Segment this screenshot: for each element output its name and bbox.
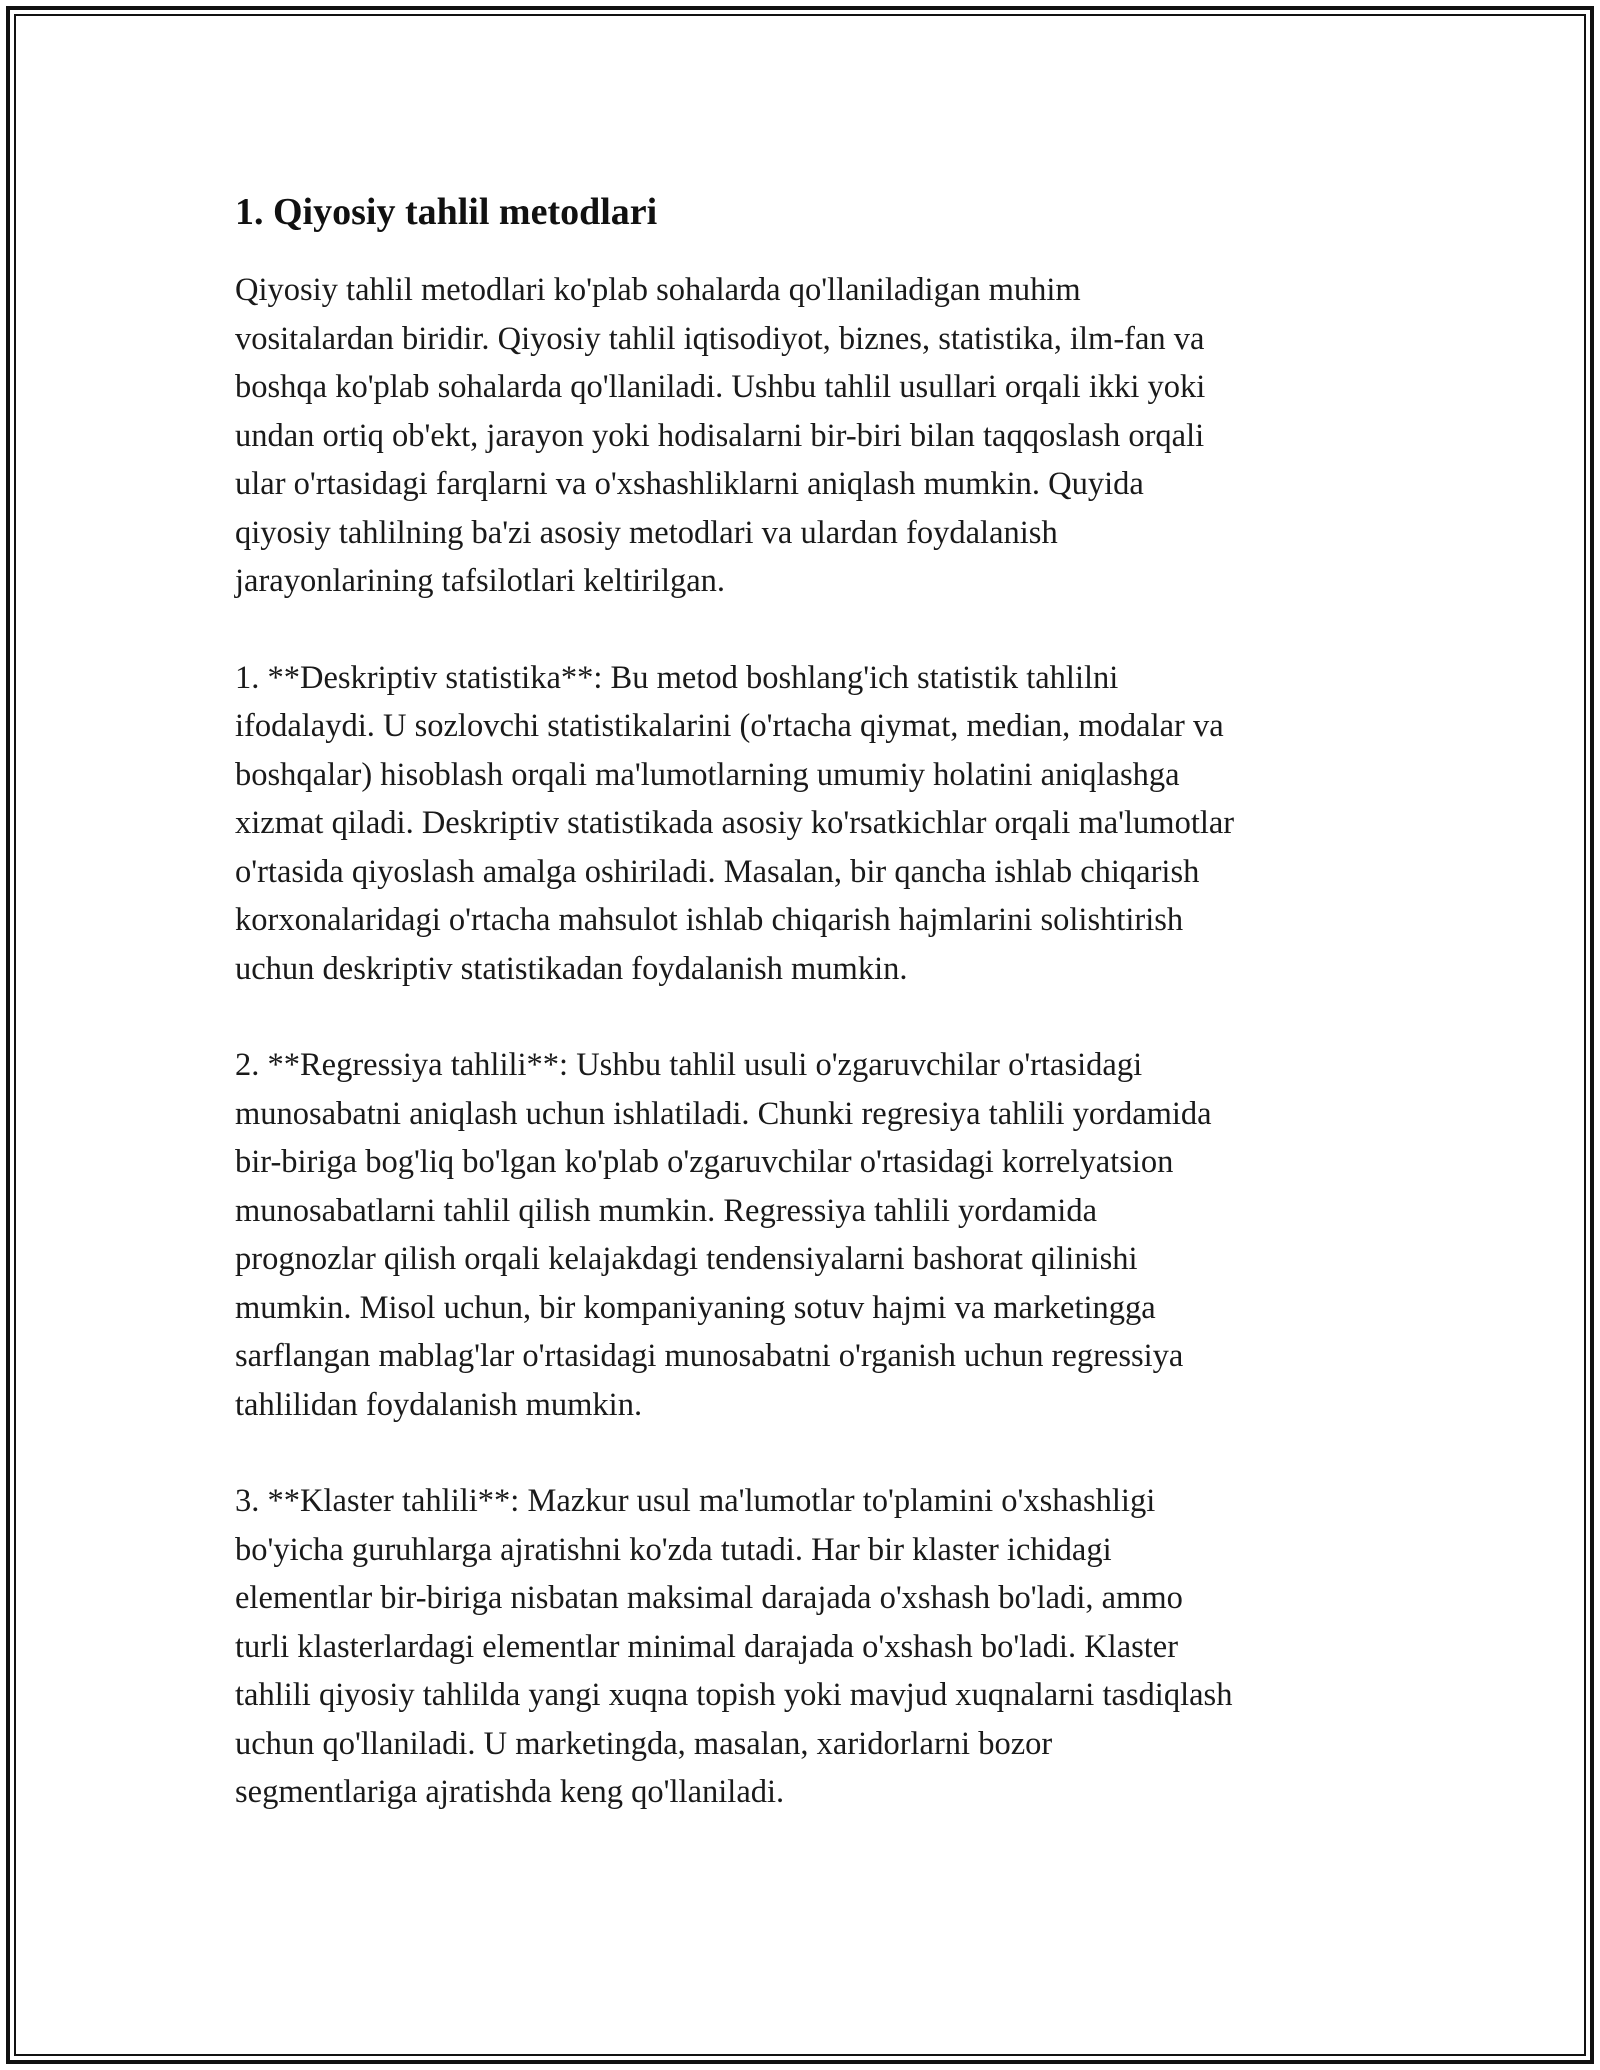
section-heading: 1. Qiyosiy tahlil metodlari xyxy=(235,191,658,233)
document-body xyxy=(235,186,1395,1865)
regression-analysis-paragraph: 2. **Regressiya tahlili**: Ushbu tahlil usuli o'zgaruvchilar o'rtasidagi munosabatni aniqlash uchun ishlatiladi. Chunki regresiya tahlili yordamida bir-biriga bog'liq bo'lgan ko'plab o'zgaruvchilar o'rtasidagi korrelyatsion munosabatlarni tahlil qilish mumkin. Regressiya tahlili yordamida prognozlar qilish orqali kelajakdagi tendensiyalarni bashorat qilinishi mumkin. Misol uchun, bir kompaniyaning sotuv hajmi va marketingga sarflangan mablag'lar o'rtasidagi munosabatni o'rganish uchun regressiya tahlilidan foydalanish mumkin. xyxy=(235,1047,1212,1423)
cluster-analysis-paragraph: 3. **Klaster tahlili**: Mazkur usul ma'lumotlar to'plamini o'xshashligi bo'yicha guruhlarga ajratishni ko'zda tutadi. Har bir klaster ichidagi elementlar bir-biriga nisbatan maksimal darajada o'xshash bo'ladi, ammo turli klasterlardagi elementlar minimal darajada o'xshash bo'ladi. Klaster tahlili qiyosiy tahlilda yangi xuqna topish yoki mavjud xuqnalarni tasdiqlash uchun qo'llaniladi. U marketingda, masalan, xaridorlarni bozor segmentlariga ajratishda keng qo'llaniladi. xyxy=(235,1483,1233,1810)
intro-paragraph: Qiyosiy tahlil metodlari ko'plab sohalarda qo'llaniladigan muhim vositalardan biridir. Qiyosiy tahlil iqtisodiyot, biznes, statistika, ilm-fan va boshqa ko'plab sohalarda qo'llaniladi. Ushbu tahlil usullari orqali ikki yoki undan ortiq ob'ekt, jarayon yoki hodisalarni bir-biri bilan taqqoslash orqali ular o'rtasidagi farqlarni va o'xshashliklarni aniqlash mumkin. Quyida qiyosiy tahlilning ba'zi asosiy metodlari va ulardan foydalanish jarayonlarining tafsilotlari keltirilgan. xyxy=(235,272,1206,599)
descriptive-statistics-paragraph: 1. **Deskriptiv statistika**: Bu metod boshlang'ich statistik tahlilni ifodalaydi. U sozlovchi statistikalarini (o'rtacha qiymat, median, modalar va boshqalar) hisoblash orqali ma'lumotlarning umumiy holatini aniqlashga xizmat qiladi. Deskriptiv statistikada asosiy ko'rsatkichlar orqali ma'lumotlar o'rtasida qiyoslash amalga oshiriladi. Masalan, bir qancha ishlab chiqarish korxonalaridagi o'rtacha mahsulot ishlab chiqarish hajmlarini solishtirish uchun deskriptiv statistikadan foydalanish mumkin. xyxy=(235,659,1235,987)
